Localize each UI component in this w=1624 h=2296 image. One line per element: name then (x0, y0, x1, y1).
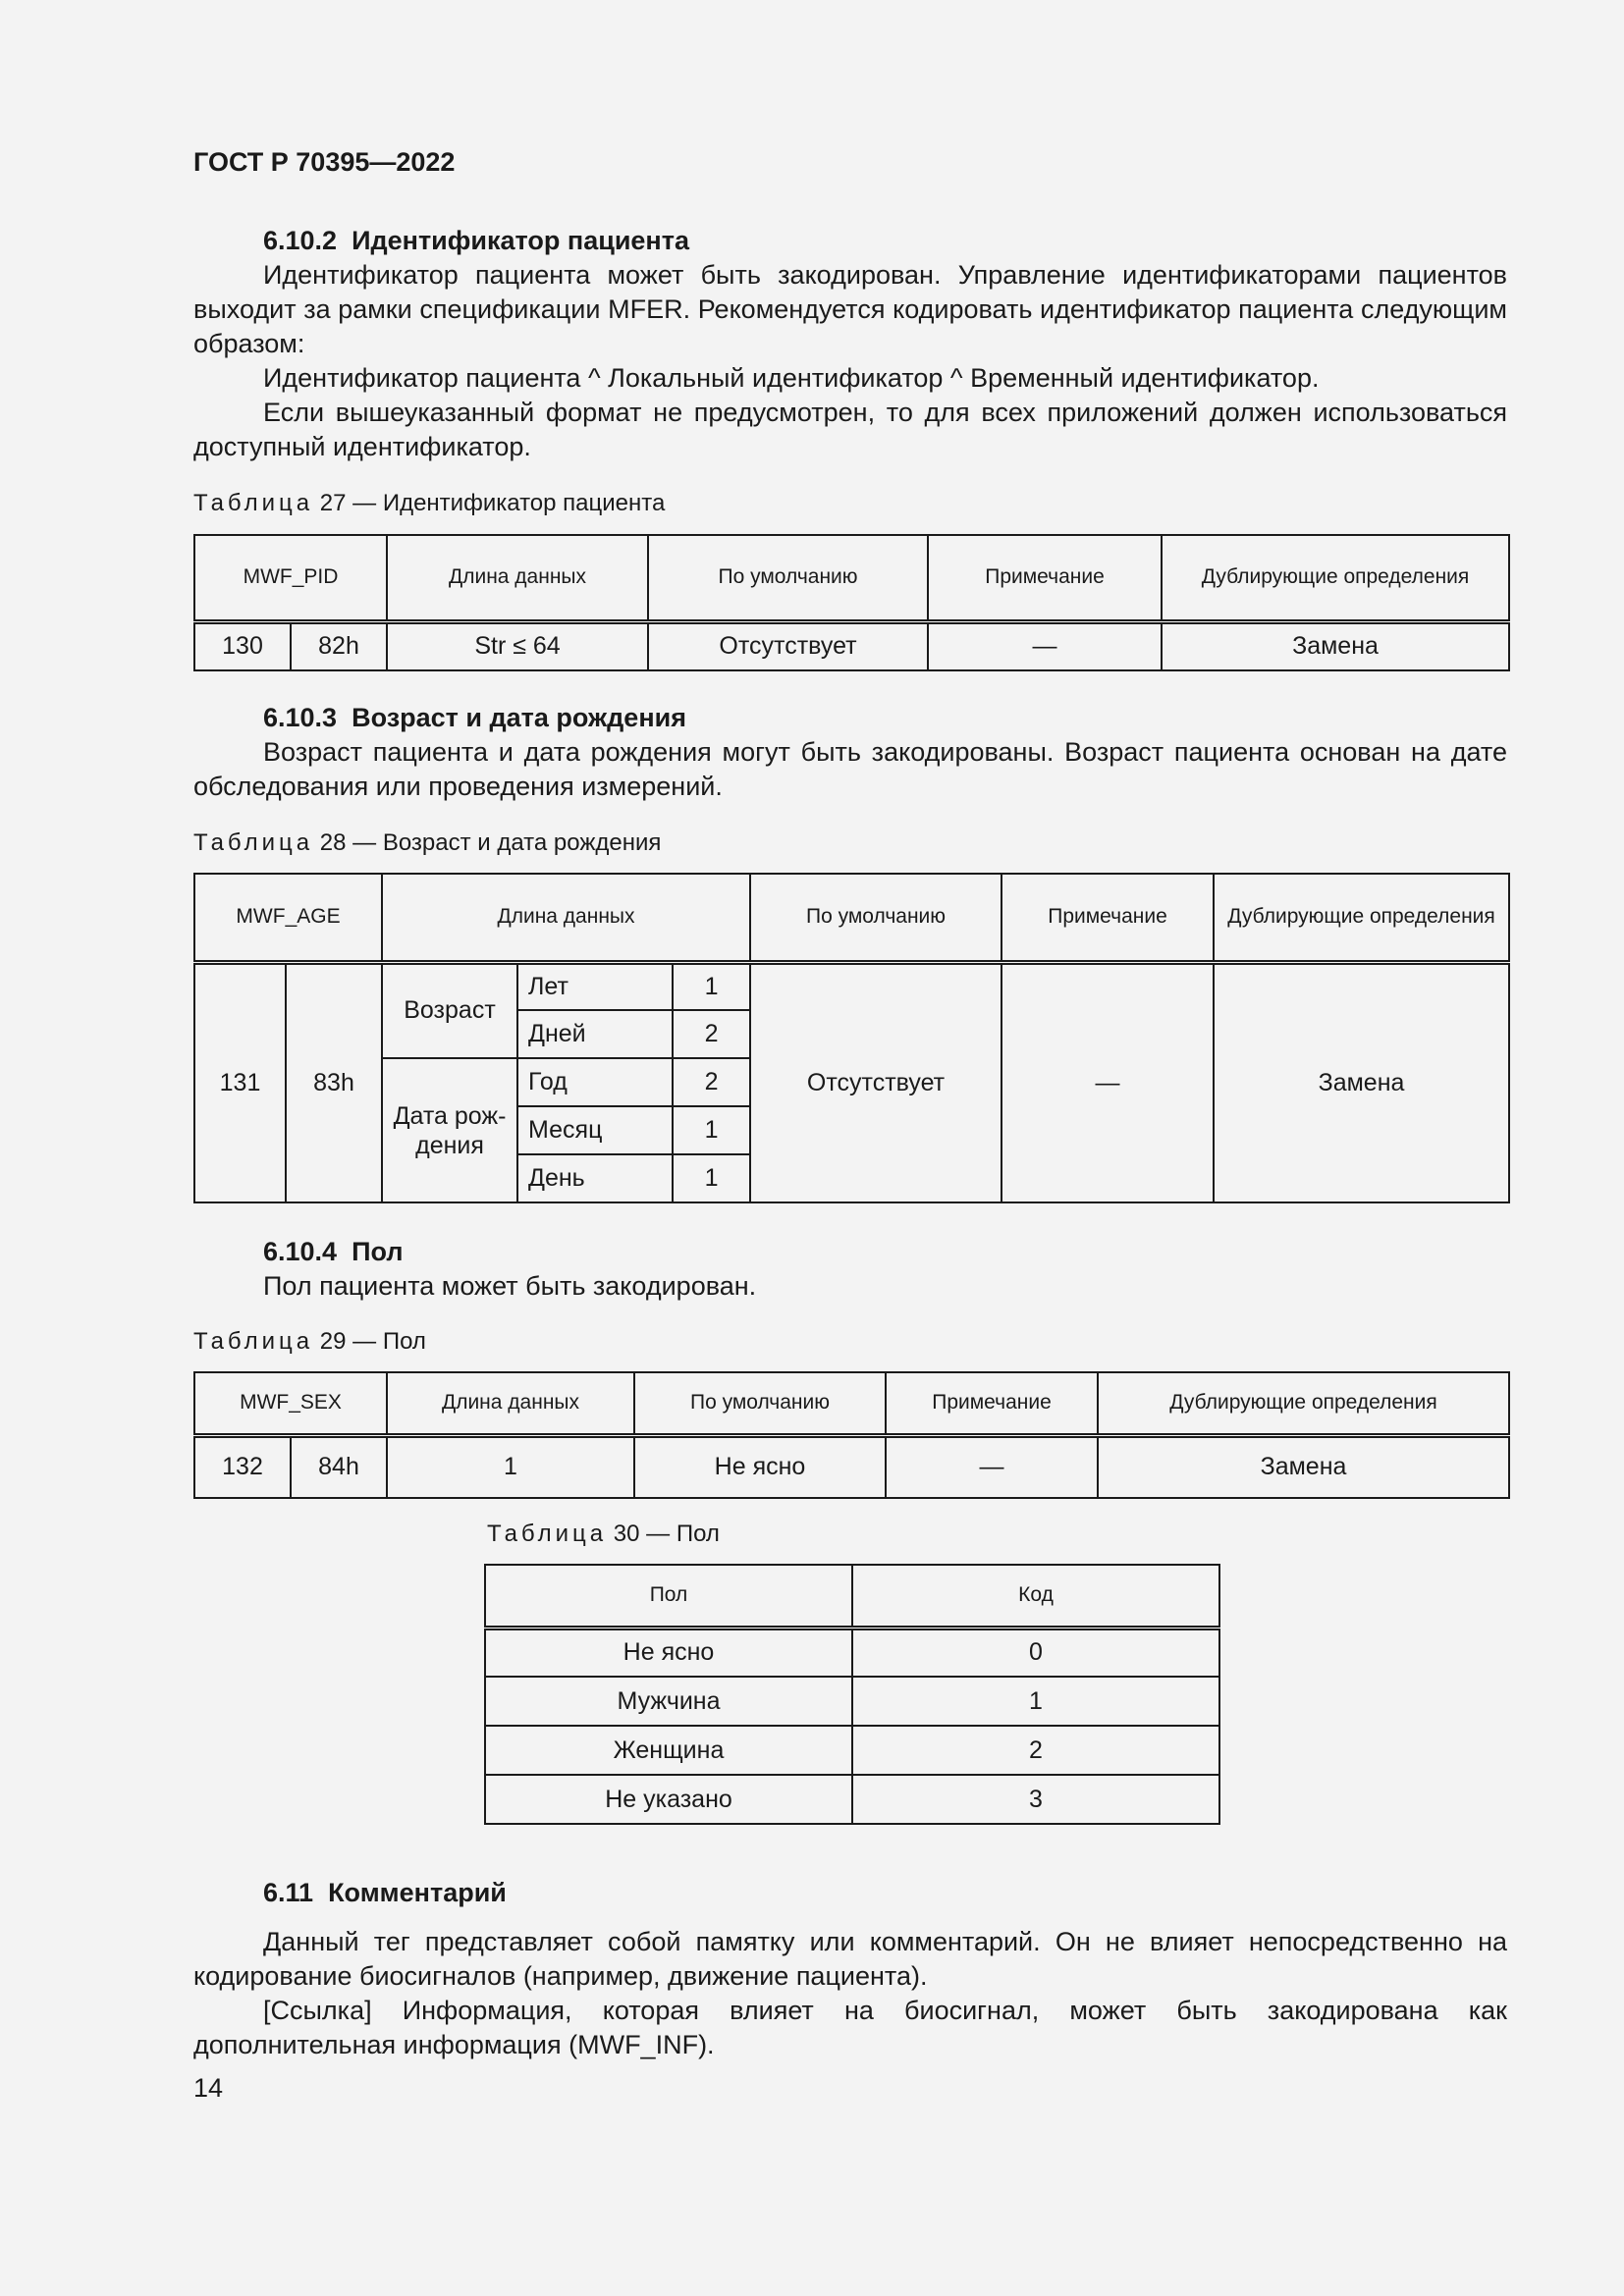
table-cell: 83h (286, 962, 382, 1202)
header-cell: Примечание (886, 1372, 1098, 1435)
section-heading: 6.10.2 Идентификатор пациента (263, 226, 689, 255)
header-cell: MWF_PID (194, 535, 387, 621)
page-number: 14 (193, 2073, 224, 2103)
table-cell: 1 (673, 1106, 750, 1154)
table-cell: Возраст (382, 962, 517, 1058)
table-cell: День (517, 1154, 673, 1202)
table-cell: — (1001, 962, 1214, 1202)
running-header: ГОСТ Р 70395—2022 (193, 147, 456, 177)
section-heading: 6.11 Комментарий (263, 1878, 507, 1907)
paragraph: Идентификатор пациента ^ Локальный идентификатор ^ Временный идентификатор. (263, 363, 1320, 393)
header-cell: Длина данных (387, 535, 648, 621)
table-cell: Дней (517, 1010, 673, 1058)
section-6-10-2 (193, 224, 1507, 464)
table-cell: 2 (852, 1726, 1219, 1775)
header-cell: Дублирующие определения (1098, 1372, 1509, 1435)
table-cell: Не ясно (485, 1628, 852, 1677)
table-cell: 130 (194, 621, 291, 670)
table-cell: Месяц (517, 1106, 673, 1154)
table-cell: — (886, 1435, 1098, 1498)
paragraph: Данный тег представляет собой памятку или комментарий. Он не влияет непосредственно на кодирование биосигналов (например, движение пациента). (193, 1927, 1507, 1991)
header-cell: По умолчанию (750, 874, 1001, 962)
table-cell: Отсутствует (750, 962, 1001, 1202)
section-heading: 6.10.4 Пол (263, 1237, 404, 1266)
table-cell: 2 (673, 1010, 750, 1058)
table-cell: Мужчина (485, 1677, 852, 1726)
table-30-caption: Таблица 30 — Пол (487, 1521, 720, 1547)
table-cell: 131 (194, 962, 286, 1202)
table-cell: 82h (291, 621, 387, 670)
header-cell: Код (852, 1565, 1219, 1628)
section-6-11 (193, 1876, 1507, 2062)
paragraph: Если вышеуказанный формат не предусмотрен, то для всех приложений должен использоваться доступный идентификатор. (193, 398, 1507, 461)
table-28 (193, 873, 1510, 1203)
table-cell: Замена (1098, 1435, 1509, 1498)
table-cell: 1 (852, 1677, 1219, 1726)
header-cell: Длина данных (382, 874, 750, 962)
header-cell: Пол (485, 1565, 852, 1628)
table-28-caption: Таблица 28 — Возраст и дата рождения (193, 829, 662, 856)
table-cell: Женщина (485, 1726, 852, 1775)
table-cell: Замена (1162, 621, 1509, 670)
table-27 (193, 534, 1510, 671)
table-cell: Замена (1214, 962, 1509, 1202)
header-cell: Длина данных (387, 1372, 634, 1435)
table-29 (193, 1371, 1510, 1499)
table-27-caption: Таблица 27 — Идентификатор пациента (193, 490, 666, 516)
section-6-10-4 (193, 1235, 1507, 1304)
table-cell: — (928, 621, 1162, 670)
paragraph: Пол пациента может быть закодирован. (263, 1271, 757, 1301)
header-cell: Дублирующие определения (1162, 535, 1509, 621)
table-cell: Лет (517, 962, 673, 1010)
table-cell: Не ясно (634, 1435, 886, 1498)
header-cell: Дублирующие определения (1214, 874, 1509, 962)
table-29-caption: Таблица 29 — Пол (193, 1328, 426, 1355)
header-cell: MWF_SEX (194, 1372, 387, 1435)
paragraph: Идентификатор пациента может быть закодирован. Управление идентификаторами пациентов выходит за рамки спецификации MFER. Рекомендуется кодировать идентификатор пациента следующим образом: (193, 260, 1507, 358)
paragraph: [Ссылка] Информация, которая влияет на биосигнал, может быть закодирована как дополнительная информация (MWF_INF). (193, 1996, 1507, 2059)
table-cell: 2 (673, 1058, 750, 1106)
table-30 (484, 1564, 1220, 1825)
header-cell: По умолчанию (648, 535, 928, 621)
header-cell: Примечание (928, 535, 1162, 621)
table-cell: Str ≤ 64 (387, 621, 648, 670)
header-cell: MWF_AGE (194, 874, 382, 962)
table-cell: 1 (387, 1435, 634, 1498)
table-cell: 84h (291, 1435, 387, 1498)
table-cell: Отсутствует (648, 621, 928, 670)
section-heading: 6.10.3 Возраст и дата рождения (263, 703, 686, 732)
paragraph: Возраст пациента и дата рождения могут быть закодированы. Возраст пациента основан на дате обследования или проведения измерений. (193, 737, 1507, 801)
section-6-10-3 (193, 701, 1507, 804)
table-cell: 1 (673, 1154, 750, 1202)
table-cell: 132 (194, 1435, 291, 1498)
table-cell: Не указано (485, 1775, 852, 1824)
header-cell: По умолчанию (634, 1372, 886, 1435)
table-cell: 0 (852, 1628, 1219, 1677)
table-cell: 1 (673, 962, 750, 1010)
table-cell: Год (517, 1058, 673, 1106)
table-cell: Дата рож- дения (382, 1058, 517, 1202)
header-cell: Примечание (1001, 874, 1214, 962)
table-cell: 3 (852, 1775, 1219, 1824)
